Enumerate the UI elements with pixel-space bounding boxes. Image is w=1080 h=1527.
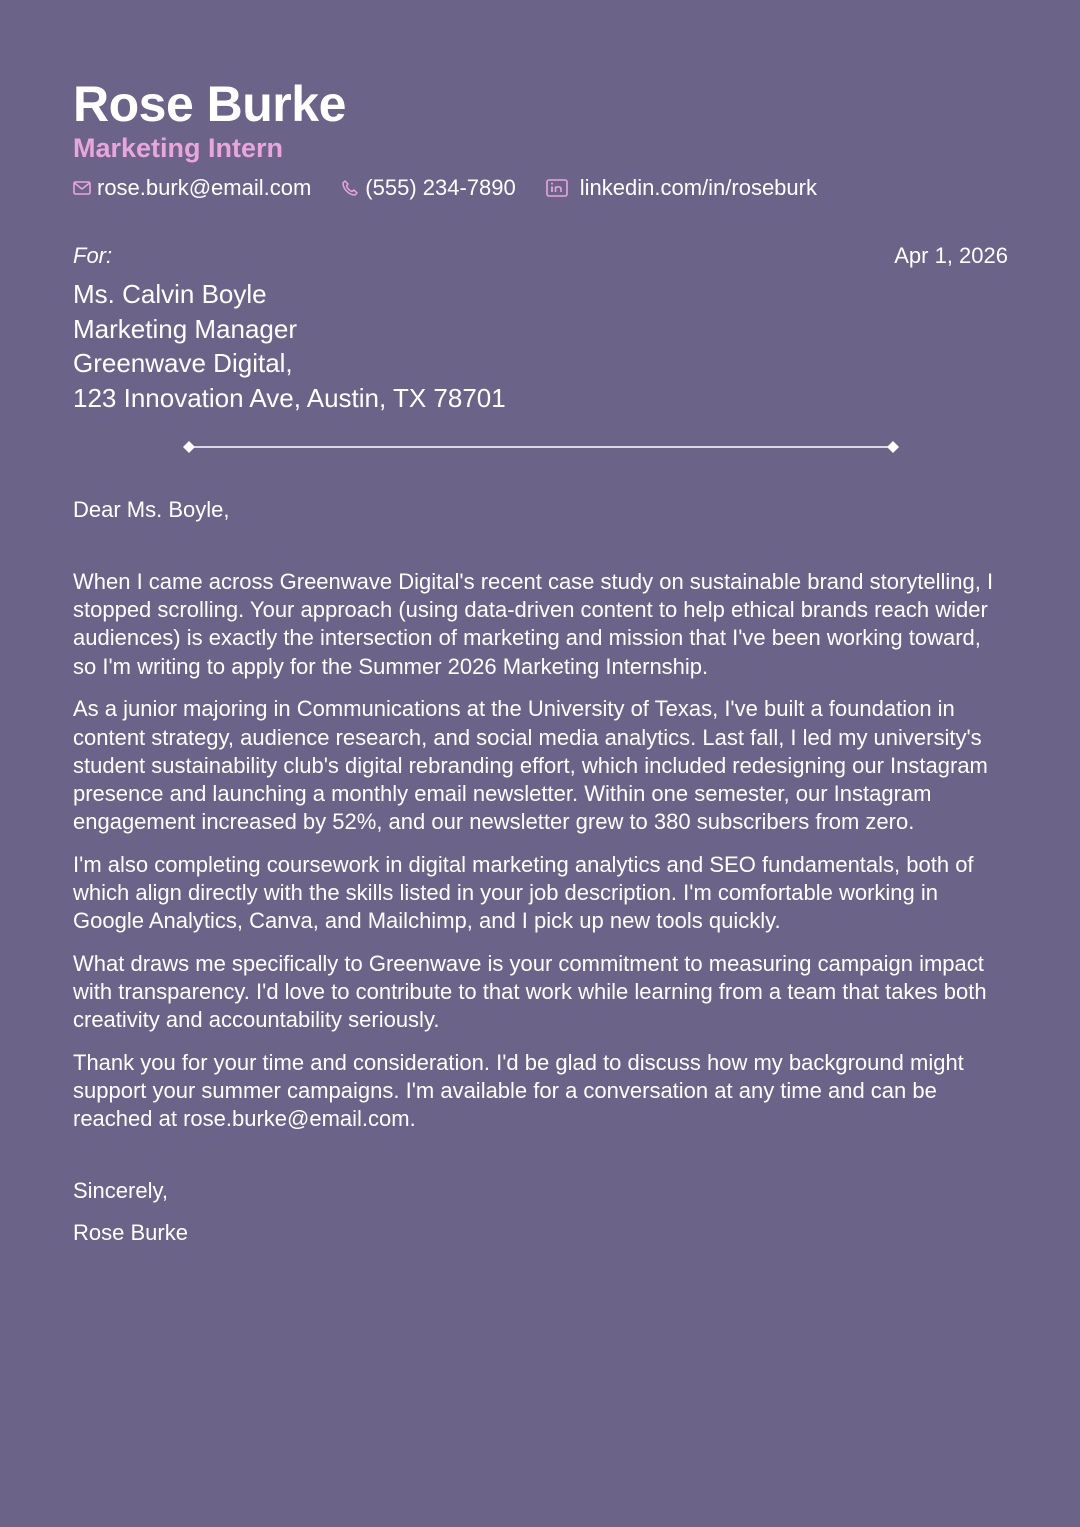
recipient-block [73, 277, 1008, 415]
phone-icon [341, 179, 359, 197]
section-divider [183, 440, 899, 454]
phone-text: (555) 234-7890 [365, 175, 516, 200]
recipient-company: Greenwave Digital, [73, 348, 293, 378]
closing: Sincerely, [73, 1177, 168, 1203]
recipient-name: Ms. Calvin Boyle [73, 279, 267, 309]
paragraph: When I came across Greenwave Digital's recent case study on sustainable brand storytelling, I stopped scrolling. Your approach (using data-driven content to help ethical brands reach wider audiences) is exactly the intersection of marketing and mission that I've been working toward, so I'm writing to apply for the Summer 2026 Marketing Internship. [73, 569, 994, 679]
recipient-address: 123 Innovation Ave, Austin, TX 78701 [73, 382, 506, 413]
letter-body [73, 568, 1008, 1134]
paragraph: What draws me specifically to Greenwave is your commitment to measuring campaign impact with transparency. I'd love to contribute to that work while learning from a team that takes both creativity and accountability seriously. [73, 950, 987, 1033]
letter-meta [73, 241, 1008, 415]
salutation: Dear Ms. Boyle, [73, 497, 230, 522]
cover-letter [73, 74, 1008, 1248]
email-text: rose.burk@email.com [97, 175, 312, 200]
contact-phone[interactable] [341, 173, 515, 203]
divider-diamond-right [887, 441, 899, 453]
contact-bar [73, 173, 1008, 203]
recipient-title: Marketing Manager [73, 313, 297, 344]
divider-diamond-left [183, 441, 195, 453]
linkedin-text: linkedin.com/in/roseburk [579, 175, 817, 200]
paragraph: Thank you for your time and consideration. I'd be glad to discuss how my background might support your summer campaigns. I'm available for a conversation at any time and can be reached at rose.burke@email.com. [73, 1050, 964, 1132]
contact-email[interactable] [73, 173, 311, 203]
applicant-name: Rose Burke [73, 76, 346, 132]
linkedin-icon [546, 179, 568, 197]
contact-linkedin[interactable] [546, 173, 817, 203]
envelope-icon [73, 181, 91, 195]
paragraph: I'm also completing coursework in digital marketing analytics and SEO fundamentals, both of which align directly with the skills listed in your job description. I'm comfortable working in Google Analytics, Canva, and Mailchimp, and I pick up new tools quickly. [73, 851, 974, 934]
for-label: For: [73, 243, 113, 268]
paragraph: As a junior majoring in Communications at the University of Texas, I've built a foundation in content strategy, audience research, and social media analytics. Last fall, I led my university's student sustainability club's digital rebranding effort, which included redesigning our Instagram presence and launching a monthly email newsletter. Within one semester, our Instagram engagement increased by 52%, and our newsletter grew to 380 subscribers from zero. [73, 696, 988, 835]
signature: Rose Burke [73, 1219, 188, 1245]
letter-date: Apr 1, 2026 [894, 243, 1008, 268]
applicant-role: Marketing Intern [73, 133, 284, 163]
